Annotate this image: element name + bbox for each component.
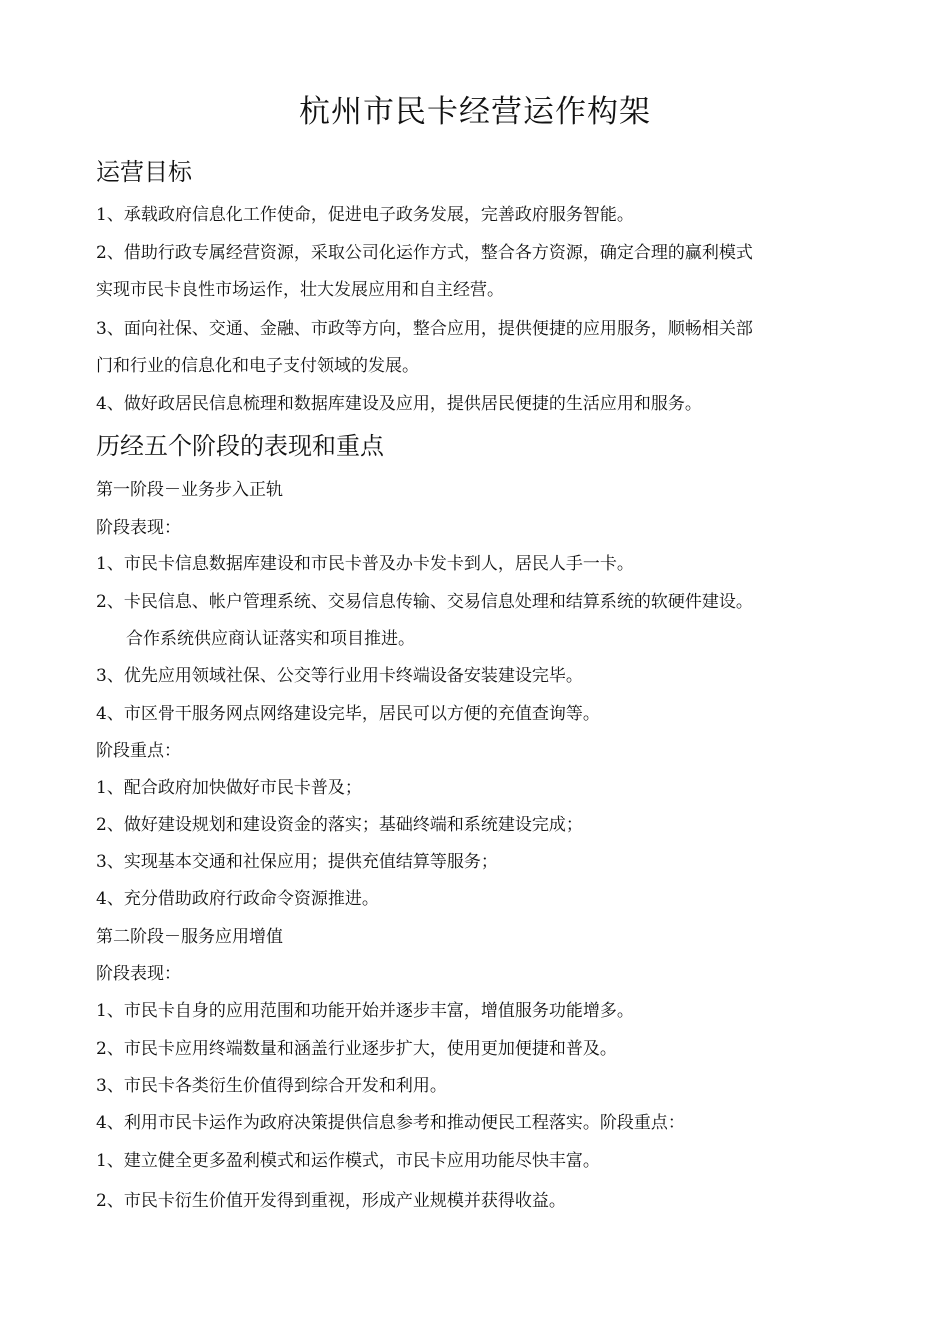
paragraph-line: 4、利用市民卡运作为政府决策提供信息参考和推动便民工程落实。阶段重点： bbox=[96, 1113, 685, 1133]
paragraph-line: 实现市民卡良性市场运作，壮大发展应用和自主经营。 bbox=[96, 280, 504, 300]
paragraph-line: 4、做好政居民信息梳理和数据库建设及应用，提供居民便捷的生活应用和服务。 bbox=[96, 394, 702, 414]
paragraph-line: 2、市民卡应用终端数量和涵盖行业逐步扩大，使用更加便捷和普及。 bbox=[96, 1039, 617, 1059]
section-heading-stages: 历经五个阶段的表现和重点 bbox=[96, 432, 384, 460]
paragraph-line: 2、市民卡衍生价值开发得到重视，形成产业规模并获得收益。 bbox=[96, 1191, 566, 1211]
paragraph-line: 3、市民卡各类衍生价值得到综合开发和利用。 bbox=[96, 1076, 447, 1096]
paragraph-line: 1、市民卡自身的应用范围和功能开始并逐步丰富，增值服务功能增多。 bbox=[96, 1001, 634, 1021]
paragraph-line: 合作系统供应商认证落实和项目推进。 bbox=[126, 629, 415, 649]
paragraph-line: 1、承载政府信息化工作使命，促进电子政务发展，完善政府服务智能。 bbox=[96, 205, 634, 225]
stage-heading: 第一阶段－业务步入正轨 bbox=[96, 480, 283, 500]
paragraph-line: 4、充分借助政府行政命令资源推进。 bbox=[96, 889, 379, 909]
paragraph-line: 门和行业的信息化和电子支付领域的发展。 bbox=[96, 356, 419, 376]
paragraph-line: 2、借助行政专属经营资源，采取公司化运作方式，整合各方资源，确定合理的赢利模式 bbox=[96, 243, 753, 263]
paragraph-line: 4、市区骨干服务网点网络建设完毕，居民可以方便的充值查询等。 bbox=[96, 704, 600, 724]
paragraph-line: 1、市民卡信息数据库建设和市民卡普及办卡发卡到人，居民人手一卡。 bbox=[96, 554, 634, 574]
paragraph-line: 3、优先应用领域社保、公交等行业用卡终端设备安装建设完毕。 bbox=[96, 666, 583, 686]
section-heading-goals: 运营目标 bbox=[96, 158, 192, 186]
paragraph-line: 1、建立健全更多盈利模式和运作模式，市民卡应用功能尽快丰富。 bbox=[96, 1151, 600, 1171]
paragraph-line: 1、配合政府加快做好市民卡普及； bbox=[96, 778, 362, 798]
paragraph-line: 2、卡民信息、帐户管理系统、交易信息传输、交易信息处理和结算系统的软硬件建设。 bbox=[96, 592, 753, 612]
subheading: 阶段表现： bbox=[96, 964, 181, 984]
paragraph-line: 3、面向社保、交通、金融、市政等方向，整合应用，提供便捷的应用服务，顺畅相关部 bbox=[96, 319, 753, 339]
paragraph-line: 3、实现基本交通和社保应用；提供充值结算等服务； bbox=[96, 852, 498, 872]
paragraph-line: 2、做好建设规划和建设资金的落实；基础终端和系统建设完成； bbox=[96, 815, 583, 835]
subheading: 阶段表现： bbox=[96, 518, 181, 538]
stage-heading: 第二阶段－服务应用增值 bbox=[96, 927, 283, 947]
subheading: 阶段重点： bbox=[96, 741, 181, 761]
page-title: 杭州市民卡经营运作构架 bbox=[299, 94, 651, 130]
